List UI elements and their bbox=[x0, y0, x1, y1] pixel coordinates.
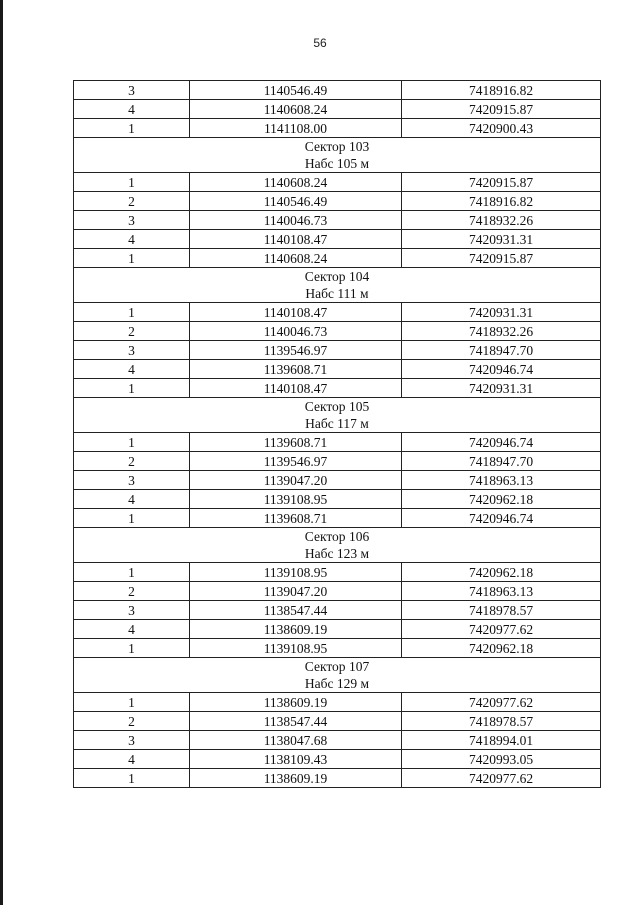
point-number-cell: 2 bbox=[74, 192, 190, 211]
height-value: 111 bbox=[337, 286, 357, 301]
point-number-cell: 3 bbox=[74, 211, 190, 230]
height-label: Набс bbox=[304, 676, 334, 691]
height-value: 117 bbox=[337, 416, 357, 431]
point-number-cell: 2 bbox=[74, 712, 190, 731]
y-coordinate-cell: 7420946.74 bbox=[402, 509, 601, 528]
y-coordinate-cell: 7420962.18 bbox=[402, 563, 601, 582]
y-coordinate-cell: 7420900.43 bbox=[402, 119, 601, 138]
y-coordinate-cell: 7420977.62 bbox=[402, 620, 601, 639]
table-row bbox=[74, 620, 601, 639]
table-row bbox=[74, 601, 601, 620]
x-coordinate-cell: 1139108.95 bbox=[190, 563, 402, 582]
y-coordinate-cell: 7420931.31 bbox=[402, 230, 601, 249]
x-coordinate-cell: 1138609.19 bbox=[190, 620, 402, 639]
y-coordinate-cell: 7418978.57 bbox=[402, 712, 601, 731]
sector-height bbox=[78, 675, 596, 692]
table-row bbox=[74, 433, 601, 452]
point-number-cell: 1 bbox=[74, 639, 190, 658]
table-row bbox=[74, 100, 601, 119]
sector-header-cell bbox=[74, 398, 601, 433]
table-row bbox=[74, 490, 601, 509]
table-row bbox=[74, 230, 601, 249]
sector-number: 106 bbox=[348, 529, 370, 544]
table-row bbox=[74, 81, 601, 100]
x-coordinate-cell: 1139546.97 bbox=[190, 452, 402, 471]
x-coordinate-cell: 1140046.73 bbox=[190, 211, 402, 230]
scan-edge bbox=[0, 0, 3, 905]
x-coordinate-cell: 1140608.24 bbox=[190, 173, 402, 192]
table-row bbox=[74, 119, 601, 138]
height-unit: м bbox=[360, 416, 369, 431]
height-label: Набс bbox=[305, 416, 334, 431]
point-number-cell: 2 bbox=[74, 322, 190, 341]
point-number-cell: 4 bbox=[74, 360, 190, 379]
sector-header-cell bbox=[74, 268, 601, 303]
x-coordinate-cell: 1140108.47 bbox=[190, 230, 402, 249]
point-number-cell: 4 bbox=[74, 100, 190, 119]
sector-number: 104 bbox=[348, 269, 370, 284]
x-coordinate-cell: 1139608.71 bbox=[190, 360, 402, 379]
sector-header-row bbox=[74, 658, 601, 693]
point-number-cell: 4 bbox=[74, 490, 190, 509]
y-coordinate-cell: 7418978.57 bbox=[402, 601, 601, 620]
table-row bbox=[74, 712, 601, 731]
point-number-cell: 3 bbox=[74, 731, 190, 750]
coordinates-table bbox=[73, 80, 601, 788]
height-label: Набс bbox=[304, 546, 334, 561]
point-number-cell: 1 bbox=[74, 119, 190, 138]
x-coordinate-cell: 1141108.00 bbox=[190, 119, 402, 138]
x-coordinate-cell: 1139108.95 bbox=[190, 490, 402, 509]
point-number-cell: 3 bbox=[74, 601, 190, 620]
height-value: 105 bbox=[336, 156, 358, 171]
sector-height bbox=[78, 285, 596, 302]
point-number-cell: 4 bbox=[74, 230, 190, 249]
sector-number: 107 bbox=[348, 659, 370, 674]
x-coordinate-cell: 1140046.73 bbox=[190, 322, 402, 341]
table-row bbox=[74, 379, 601, 398]
sector-height bbox=[78, 545, 596, 562]
y-coordinate-cell: 7420946.74 bbox=[402, 360, 601, 379]
point-number-cell: 2 bbox=[74, 452, 190, 471]
point-number-cell: 3 bbox=[74, 81, 190, 100]
y-coordinate-cell: 7420946.74 bbox=[402, 433, 601, 452]
y-coordinate-cell: 7418963.13 bbox=[402, 471, 601, 490]
x-coordinate-cell: 1139108.95 bbox=[190, 639, 402, 658]
y-coordinate-cell: 7420962.18 bbox=[402, 639, 601, 658]
y-coordinate-cell: 7418932.26 bbox=[402, 211, 601, 230]
x-coordinate-cell: 1138047.68 bbox=[190, 731, 402, 750]
sector-header-cell bbox=[74, 138, 601, 173]
table-row bbox=[74, 731, 601, 750]
x-coordinate-cell: 1139608.71 bbox=[190, 509, 402, 528]
height-unit: м bbox=[360, 286, 369, 301]
x-coordinate-cell: 1138609.19 bbox=[190, 693, 402, 712]
table-row bbox=[74, 360, 601, 379]
point-number-cell: 1 bbox=[74, 433, 190, 452]
page-number: 56 bbox=[313, 36, 327, 50]
table-row bbox=[74, 303, 601, 322]
y-coordinate-cell: 7420977.62 bbox=[402, 769, 601, 788]
point-number-cell: 1 bbox=[74, 249, 190, 268]
sector-header-cell bbox=[74, 658, 601, 693]
height-unit: м bbox=[360, 546, 370, 561]
point-number-cell: 2 bbox=[74, 582, 190, 601]
table-row bbox=[74, 452, 601, 471]
y-coordinate-cell: 7420962.18 bbox=[402, 490, 601, 509]
point-number-cell: 4 bbox=[74, 620, 190, 639]
table-row bbox=[74, 192, 601, 211]
sector-label: Сектор bbox=[304, 529, 346, 544]
x-coordinate-cell: 1139546.97 bbox=[190, 341, 402, 360]
y-coordinate-cell: 7420931.31 bbox=[402, 379, 601, 398]
y-coordinate-cell: 7420993.05 bbox=[402, 750, 601, 769]
sector-title bbox=[78, 658, 596, 675]
x-coordinate-cell: 1139608.71 bbox=[190, 433, 402, 452]
y-coordinate-cell: 7418916.82 bbox=[402, 81, 601, 100]
height-value: 129 bbox=[336, 676, 358, 691]
table-row bbox=[74, 582, 601, 601]
sector-label: Сектор bbox=[304, 659, 346, 674]
table-row bbox=[74, 173, 601, 192]
point-number-cell: 1 bbox=[74, 693, 190, 712]
y-coordinate-cell: 7418932.26 bbox=[402, 322, 601, 341]
table-row bbox=[74, 509, 601, 528]
point-number-cell: 3 bbox=[74, 341, 190, 360]
sector-label: Сектор bbox=[304, 139, 346, 154]
sector-title bbox=[78, 528, 596, 545]
point-number-cell: 1 bbox=[74, 173, 190, 192]
y-coordinate-cell: 7420977.62 bbox=[402, 693, 601, 712]
sector-height bbox=[78, 415, 596, 432]
point-number-cell: 1 bbox=[74, 563, 190, 582]
point-number-cell: 1 bbox=[74, 509, 190, 528]
x-coordinate-cell: 1138609.19 bbox=[190, 769, 402, 788]
x-coordinate-cell: 1139047.20 bbox=[190, 471, 402, 490]
x-coordinate-cell: 1140546.49 bbox=[190, 192, 402, 211]
sector-title bbox=[78, 398, 596, 415]
y-coordinate-cell: 7418947.70 bbox=[402, 341, 601, 360]
point-number-cell: 1 bbox=[74, 769, 190, 788]
table-row bbox=[74, 750, 601, 769]
sector-number: 103 bbox=[348, 139, 370, 154]
coordinates-table-body bbox=[74, 81, 601, 788]
sector-label: Сектор bbox=[304, 269, 346, 284]
y-coordinate-cell: 7418947.70 bbox=[402, 452, 601, 471]
height-value: 123 bbox=[336, 546, 358, 561]
table-row bbox=[74, 341, 601, 360]
sector-height bbox=[78, 155, 596, 172]
table-row bbox=[74, 211, 601, 230]
table-row bbox=[74, 639, 601, 658]
height-unit: м bbox=[360, 156, 370, 171]
x-coordinate-cell: 1139047.20 bbox=[190, 582, 402, 601]
y-coordinate-cell: 7418963.13 bbox=[402, 582, 601, 601]
y-coordinate-cell: 7418916.82 bbox=[402, 192, 601, 211]
x-coordinate-cell: 1138547.44 bbox=[190, 601, 402, 620]
point-number-cell: 1 bbox=[74, 379, 190, 398]
sector-title bbox=[78, 138, 596, 155]
table-row bbox=[74, 471, 601, 490]
point-number-cell: 1 bbox=[74, 303, 190, 322]
y-coordinate-cell: 7420915.87 bbox=[402, 100, 601, 119]
point-number-cell: 4 bbox=[74, 750, 190, 769]
y-coordinate-cell: 7418994.01 bbox=[402, 731, 601, 750]
table-row bbox=[74, 249, 601, 268]
point-number-cell: 3 bbox=[74, 471, 190, 490]
y-coordinate-cell: 7420915.87 bbox=[402, 173, 601, 192]
table-row bbox=[74, 322, 601, 341]
table-row bbox=[74, 769, 601, 788]
sector-title bbox=[78, 268, 596, 285]
height-unit: м bbox=[360, 676, 370, 691]
x-coordinate-cell: 1140546.49 bbox=[190, 81, 402, 100]
table-row bbox=[74, 563, 601, 582]
x-coordinate-cell: 1140608.24 bbox=[190, 100, 402, 119]
height-label: Набс bbox=[305, 286, 335, 301]
height-label: Набс bbox=[304, 156, 334, 171]
y-coordinate-cell: 7420931.31 bbox=[402, 303, 601, 322]
y-coordinate-cell: 7420915.87 bbox=[402, 249, 601, 268]
sector-header-row bbox=[74, 398, 601, 433]
x-coordinate-cell: 1138547.44 bbox=[190, 712, 402, 731]
x-coordinate-cell: 1140108.47 bbox=[190, 303, 402, 322]
sector-header-row bbox=[74, 528, 601, 563]
x-coordinate-cell: 1140108.47 bbox=[190, 379, 402, 398]
table-row bbox=[74, 693, 601, 712]
sector-header-row bbox=[74, 138, 601, 173]
sector-header-row bbox=[74, 268, 601, 303]
sector-label: Сектор bbox=[304, 399, 346, 414]
x-coordinate-cell: 1140608.24 bbox=[190, 249, 402, 268]
sector-header-cell bbox=[74, 528, 601, 563]
sector-number: 105 bbox=[348, 399, 370, 414]
x-coordinate-cell: 1138109.43 bbox=[190, 750, 402, 769]
